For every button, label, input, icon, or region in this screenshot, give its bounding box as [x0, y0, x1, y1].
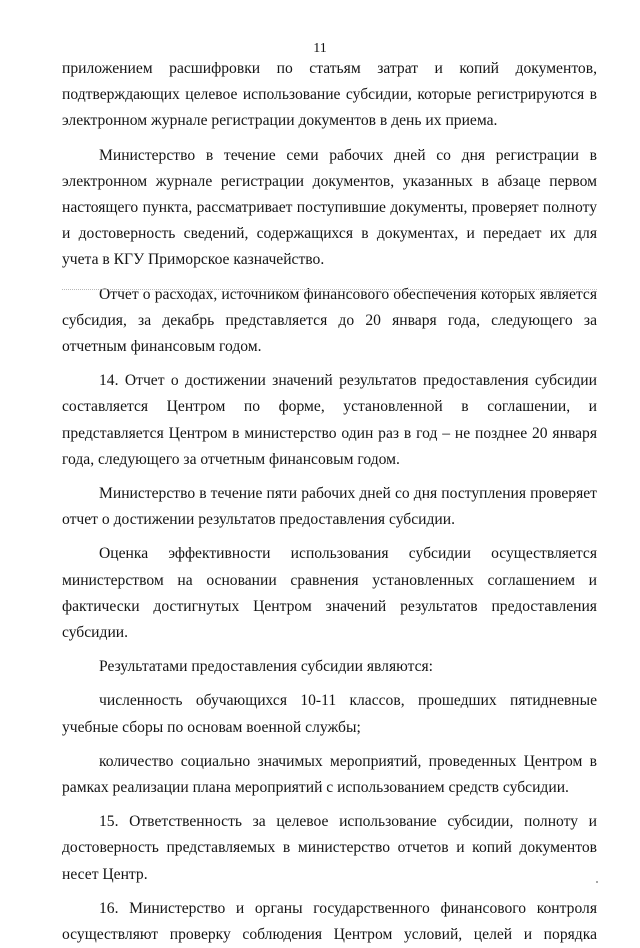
paragraph-continuation: приложением расшифровки по статьям затрат и копий документов, подтверждающих целевое использование субсидии, которые регистрируются в электронном журнале регистрации документов в день их приема. [62, 60, 597, 130]
paragraph-item-14: 14. Отчет о достижении значений результатов предоставления субсидии составляется Центром по форме, установленной в соглашении, и представляется Центром в министерство один раз в год – не позднее 20 января года, следующего за отчетным финансовым годом. [62, 372, 597, 468]
paragraph-item-16: 16. Министерство и органы государственного финансового контроля осуществляют проверку соблюдения Центром условий, целей и порядка [62, 899, 597, 944]
scan-artifact-line [62, 289, 597, 291]
paragraph-efficiency-assessment: Оценка эффективности использования субсидии осуществляется министерством на основании сравнения установленных соглашением и фактически достигнутых Центром значений результатов предоставления субсидии. [62, 545, 597, 642]
paragraph-item-15: 15. Ответственность за целевое использование субсидии, полноту и достоверность представляемых в министерство отчетов и копий документов несет Центр. [62, 813, 597, 883]
paragraph-ministry-review: Министерство в течение семи рабочих дней со дня регистрации в электронном журнале регистрации документов, указанных в абзаце первом настоящего пункта, рассматривает поступившие документы, проверяет полноту и достоверность сведений, содержащихся в документах, и передает их для учета в КГУ Приморское казначейство. [62, 146, 597, 269]
paragraph-report-check: Министерство в течение пяти рабочих дней со дня поступления проверяет отчет о достижении результатов предоставления субсидии. [62, 485, 597, 529]
scan-artifact-dot [596, 881, 598, 883]
page-number: 11 [313, 41, 327, 56]
document-body [62, 56, 597, 948]
paragraph-result-events: количество социально значимых мероприятий, проведенных Центром в рамках реализации плана мероприятий с использованием средств субсидии. [62, 752, 597, 797]
paragraph-results-heading: Результатами предоставления субсидии являются: [99, 658, 434, 676]
paragraph-december-report: Отчет о расходах, источником финансового обеспечения которых является субсидия, за декабрь представляется до 20 января года, следующего за отчетным финансовым годом. [62, 285, 597, 356]
paragraph-result-students: численность обучающихся 10-11 классов, прошедших пятидневные учебные сборы по основам военной службы; [62, 692, 597, 736]
